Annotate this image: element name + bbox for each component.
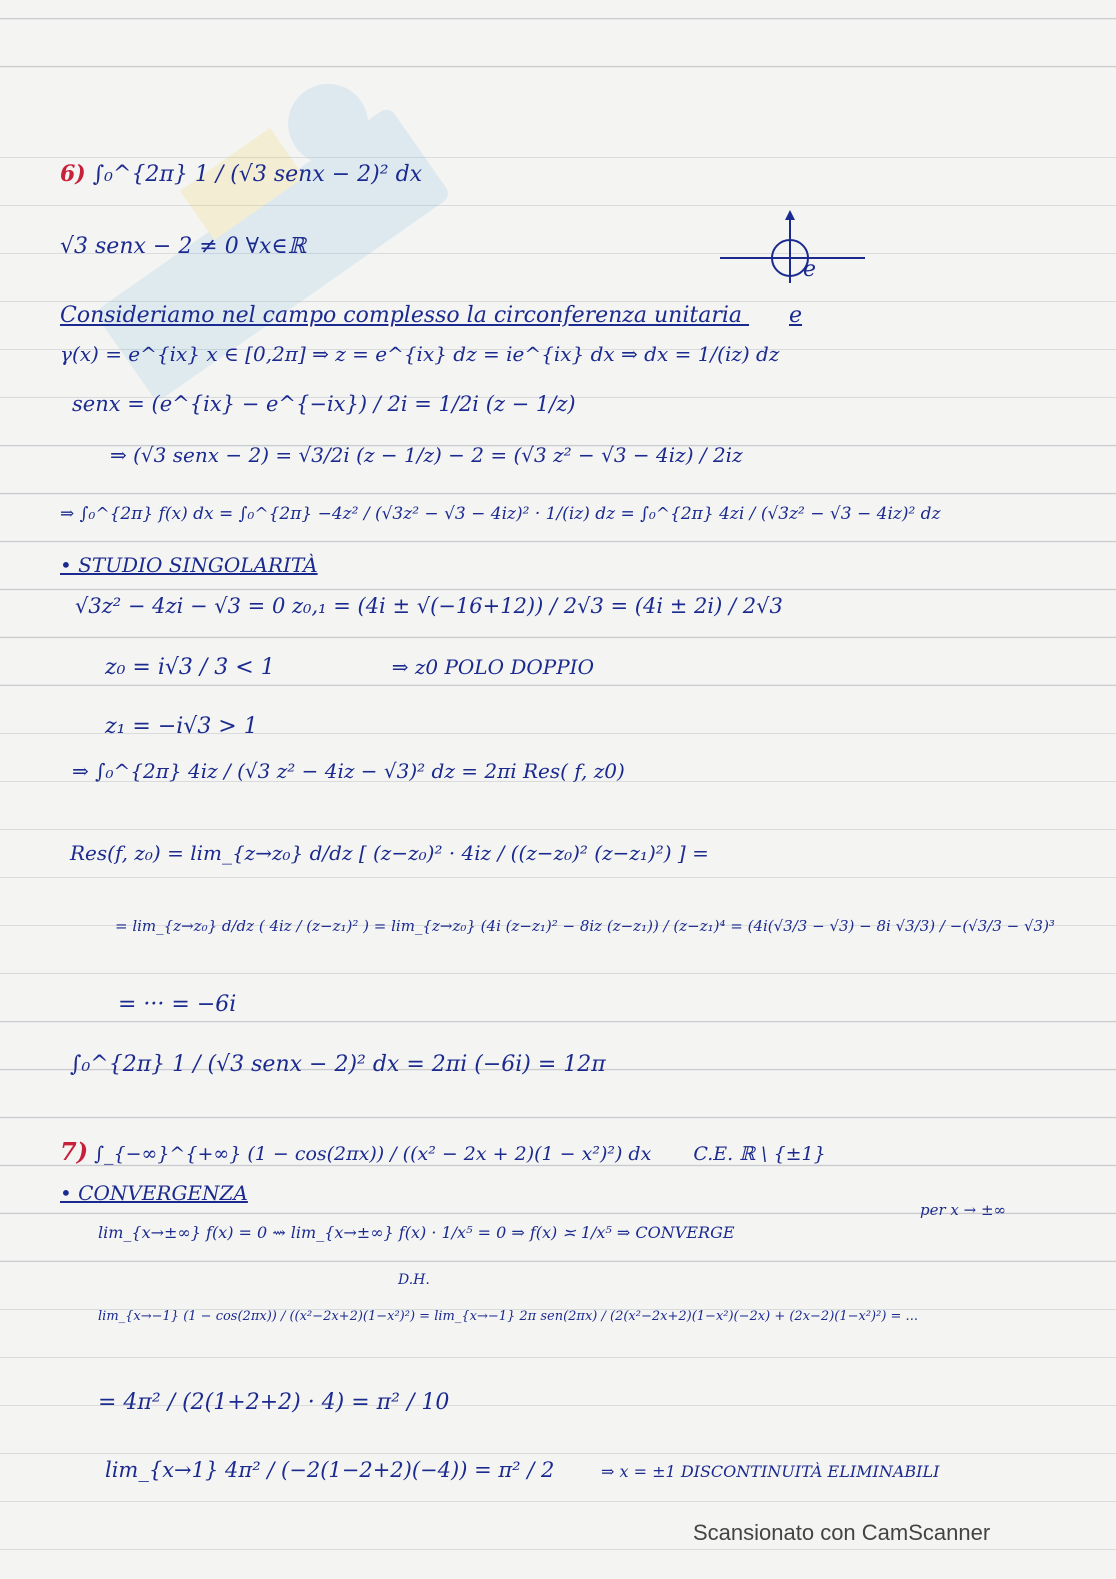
limit-note: per x → ±∞ [920,1201,1007,1219]
transformed-integral: ⇒ ∫₀^{2π} f(x) dx = ∫₀^{2π} −4z² / (√3z² − √3 − 4iz)² · 1/(iz) dz = ∫₀^{2π} 4zi / (√3z² − √3 − 4iz)² dz [60,504,941,524]
study-title: • STUDIO SINGOLARITÀ [60,553,318,577]
sen-formula: senx = (e^{ix} − e^{−ix}) / 2i = 1/2i (z − 1/z) [72,392,576,416]
z1-value: z₁ = −i√3 > 1 [105,714,258,739]
conclusion: ⇒ x = ±1 DISCONTINUITÀ ELIMINABILI [601,1462,940,1481]
limit-plus-one-expression: lim_{x→1} 4π² / (−2(1−2+2)(−4)) = π² / 2 [105,1458,555,1482]
intro-line [60,303,1066,328]
limit-minus-one: lim_{x→−1} (1 − cos(2πx)) / ((x²−2x+2)(1−x²)²) = lim_{x→−1} 2π sen(2πx) / (2(x²−2x+2)(1−x²)(−2x) + (2x−2)(1−x²)²) = ... [98,1309,918,1324]
z0-expression: z₀ = i√3 / 3 < 1 [105,655,275,680]
scanner-footer: Scansionato con CamScanner [693,1520,991,1545]
convergence-title: • CONVERGENZA [60,1181,248,1205]
final-result: ∫₀^{2π} 1 / (√3 senx − 2)² dx = 2πi (−6i) = 12π [70,1052,606,1077]
domain-condition: √3 senx − 2 ≠ 0 ∀x∈ℝ [60,234,306,259]
quadratic-equation: √3z² − 4zi − √3 = 0 z₀,₁ = (4i ± √(−16+12)) / 2√3 = (4i ± 2i) / 2√3 [75,594,783,618]
problem-6-header [60,162,1066,187]
unit-circle-sketch [715,208,875,288]
dh-note: D.H. [398,1272,430,1288]
intro-text: Consideriamo nel campo complesso la circonferenza unitaria [60,303,742,328]
z0-note: ⇒ z0 POLO DOPPIO [391,655,594,679]
z0-value [105,655,1066,680]
problem-number: 7) [60,1137,89,1166]
residue-definition: Res(f, z₀) = lim_{z→z₀} d/dz [ (z−z₀)² · 4iz / ((z−z₀)² (z−z₁)²) ] = [70,841,709,865]
integral-expression: ∫_{−∞}^{+∞} (1 − cos(2πx)) / ((x² − 2x + 2)(1 − x²)²) dx [94,1143,652,1165]
problem-number: 6) [60,161,86,187]
residue-result: = ··· = −6i [118,992,237,1017]
denominator-formula: ⇒ (√3 senx − 2) = √3/2i (z − 1/z) − 2 = (√3 z² − √3 − 4iz) / 2iz [110,443,743,467]
limit-plus-one [105,1458,1066,1482]
problem-7-header [60,1138,1066,1166]
residue-calculation: = lim_{z→z₀} d/dz ( 4iz / (z−z₁)² ) = lim_{z→z₀} (4i (z−z₁)² − 8iz (z−z₁)) / (z−z₁)⁴ = (4i(√3/3 − √3) − 8i √3/3) / −(√3/3 − √3)³ [115,917,1055,935]
domain-of-existence: C.E. ℝ \ {±1} [693,1143,826,1165]
limit-minus-one-value: = 4π² / (2(1+2+2) · 4) = π² / 10 [98,1390,450,1415]
diagram-label: e [803,257,817,282]
intro-symbol: e [789,303,803,328]
integral-expression: ∫₀^{2π} 1 / (√3 senx − 2)² dx [92,162,423,187]
parametrization: γ(x) = e^{ix} x ∈ [0,2π] ⇒ z = e^{ix} dz = ie^{ix} dx ⇒ dx = 1/(iz) dz [60,342,780,366]
residue-integral: ⇒ ∫₀^{2π} 4iz / (√3 z² − 4iz − √3)² dz = 2πi Res( f, z0) [72,759,625,783]
limit-infinity: lim_{x→±∞} f(x) = 0 ⇝ lim_{x→±∞} f(x) · 1/x⁵ = 0 ⇒ f(x) ≍ 1/x⁵ ⇒ CONVERGE [98,1223,735,1242]
